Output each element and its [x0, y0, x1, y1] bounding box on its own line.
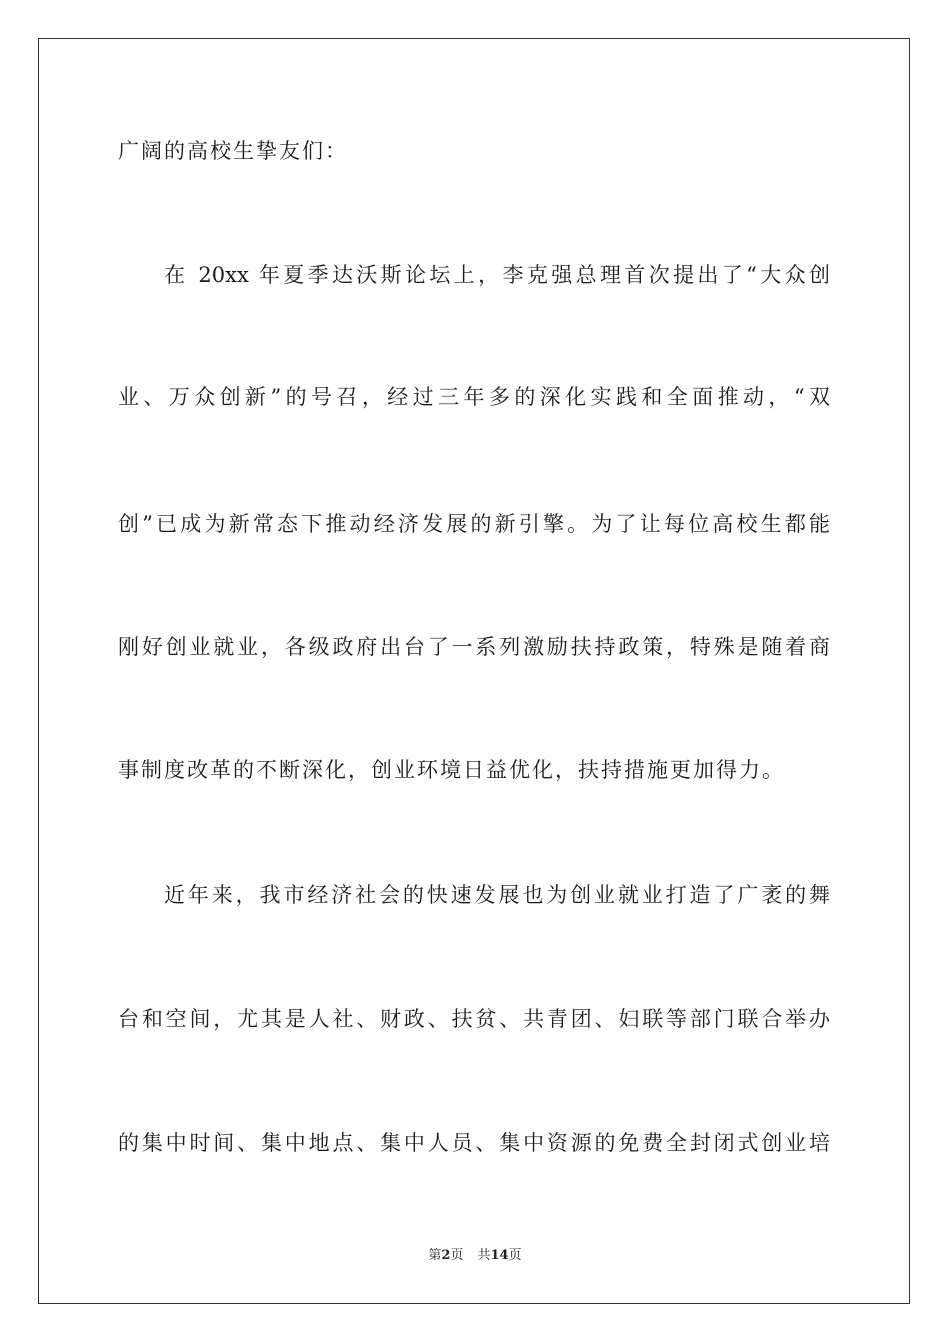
paragraph-line-6: 近年来，我市经济社会的快速发展也为创业就业打造了广袤的舞 — [164, 883, 830, 907]
footer-total-suffix: 页 — [508, 1248, 522, 1263]
paragraph-line-8: 的集中时间、集中地点、集中人员、集中资源的免费全封闭式创业培 — [118, 1131, 830, 1155]
page-border — [38, 38, 910, 1304]
salutation: 广阔的高校生挚友们： — [118, 139, 348, 163]
footer-page-number: 2 — [441, 1248, 451, 1263]
paragraph-line-1: 在 20xx 年夏季达沃斯论坛上，李克强总理首次提出了“大众创 — [164, 263, 830, 287]
paragraph-line-7: 台和空间，尤其是人社、财政、扶贫、共青团、妇联等部门联合举办 — [118, 1007, 830, 1031]
paragraph-line-4: 刚好创业就业，各级政府出台了一系列激励扶持政策，特殊是随着商 — [118, 635, 830, 659]
footer-total-prefix: 共 — [477, 1248, 491, 1263]
footer-page-prefix: 第 — [428, 1248, 442, 1263]
page-footer — [0, 1247, 950, 1265]
paragraph-line-5: 事制度改革的不断深化，创业环境日益优化，扶持措施更加得力。 — [118, 758, 785, 782]
footer-page-suffix: 页 — [450, 1248, 464, 1263]
paragraph-line-3: 创”已成为新常态下推动经济发展的新引擎。为了让每位高校生都能 — [118, 512, 830, 536]
footer-total-pages: 14 — [490, 1248, 509, 1263]
paragraph-line-2: 业、万众创新”的号召，经过三年多的深化实践和全面推动，“双 — [118, 385, 830, 409]
